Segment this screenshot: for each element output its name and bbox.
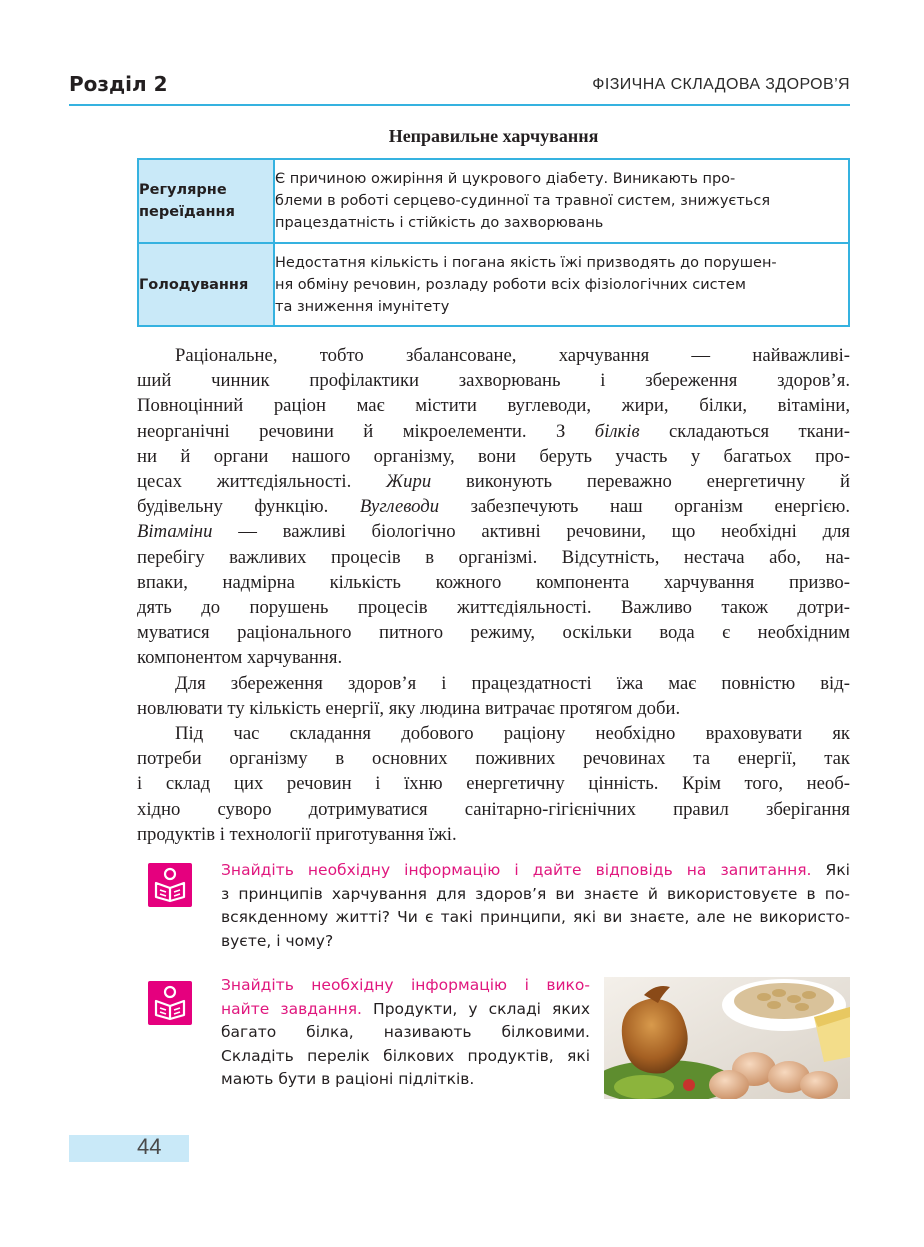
text-line: ший чинник профілактики захворювань і збереження здоров’я. [137, 370, 850, 392]
body-paragraph-2 [137, 671, 850, 721]
text-line: компонентом харчування. [137, 647, 343, 669]
text-run: виконують переважно енергетичну й [431, 470, 851, 492]
text-run: будівельну функцію. [137, 496, 360, 518]
row-name: Регулярне [139, 182, 227, 198]
task-line: з принципів харчування для здоров’я ви знаєте й використовуєте в по- [221, 884, 850, 903]
task-lead: Знайдіть необхідну інформацію і дайте відповідь на запитання. [221, 861, 812, 879]
text-line [137, 494, 850, 519]
row-name-cell [138, 159, 274, 243]
row-name: Голодування [139, 276, 249, 293]
text-line: перебігу важливих процесів в організмі. Відсутність, нестача або, на- [137, 546, 850, 568]
text-line: потреби організму в основних поживних речовинах та енергії, так [137, 748, 850, 770]
text-line: дять до порушень процесів життєдіяльності. Важливо також дотри- [137, 596, 850, 618]
task-1 [221, 859, 850, 953]
task-line: мають бути в раціоні підлітків. [221, 1070, 475, 1088]
page-number-bar [69, 1135, 189, 1162]
text-line: і склад цих речовин і їхню енергетичну цінність. Крім того, необ- [137, 773, 850, 795]
text-line: Для збереження здоров’я і працездатності їжа має повністю від- [175, 673, 850, 694]
task-line [221, 998, 590, 1022]
text-line: новлювати ту кількість енергії, яку людина витрачає протягом доби. [137, 698, 681, 720]
italic-term: Вуглеводи [359, 496, 440, 518]
section-label: Розділ 2 [69, 72, 168, 96]
text-line: продуктів і технології приготування їжі. [137, 823, 457, 845]
text-line [137, 469, 850, 494]
text-line: Під час складання добового раціону необхідно враховувати як [175, 723, 850, 744]
text-line: муватися раціонального питного режиму, оскільки вода є необхідним [137, 622, 850, 644]
task-line: багато білка, називають білковими. [221, 1023, 590, 1041]
task-lead: Знайдіть необхідну інформацію і вико- [221, 976, 590, 994]
text-run: неорганічні речовини й мікроелементи. З [137, 420, 595, 442]
row-desc-line: ня обміну речовин, розладу роботи всіх фізіологічних систем [275, 276, 746, 293]
task-line: всякденному житті? Чи є такі принципи, які ви знаєте, але не використо- [221, 908, 850, 926]
table-caption: Неправильне харчування [388, 126, 599, 146]
running-title: ФІЗИЧНА СКЛАДОВА ЗДОРОВ’Я [592, 76, 850, 93]
header-rule [69, 104, 850, 106]
table-row [138, 243, 849, 326]
text-line: ни й органи нашого організму, вони беруть участь у багатьох про- [137, 445, 850, 467]
row-desc-line: блеми в роботі серцево-судинної та травної систем, знижується [275, 193, 771, 209]
row-desc-line: Є причиною ожиріння й цукрового діабету. Виникають про- [275, 171, 736, 187]
task-2 [221, 974, 590, 1092]
page-number: 44 [137, 1134, 162, 1159]
row-name-cell [138, 243, 274, 326]
italic-term: Жири [386, 470, 432, 492]
italic-term: білків [594, 420, 640, 442]
text-line [137, 419, 850, 444]
text-run: — важливі біологічно активні речовини, що необхідні для [212, 521, 850, 543]
task-line: Складіть перелік білкових продуктів, які [221, 1046, 590, 1065]
text-line [137, 519, 850, 544]
text-run: складаються ткани- [639, 420, 850, 442]
text-line: впаки, надмірна кількість кожного компонента харчування призво- [137, 571, 850, 593]
row-desc-line: працездатність і стійкість до захворювань [275, 215, 604, 231]
text-line: Повноцінний раціон має містити вуглеводи, жири, білки, вітаміни, [137, 395, 850, 417]
text-line: хідно суворо дотримуватися санітарно-гігієнічних правил зберігання [137, 798, 850, 820]
italic-term: Вітаміни [137, 521, 213, 543]
task-line [221, 859, 850, 883]
text-run: цесах життєдіяльності. [137, 470, 387, 492]
body-paragraph-3 [137, 721, 850, 847]
task-text: Продукти, у складі яких [361, 999, 590, 1018]
reading-student-icon [148, 981, 192, 1025]
food-photo [604, 977, 850, 1099]
malnutrition-table [137, 158, 850, 327]
task-text: Які [811, 861, 850, 879]
reading-student-icon [148, 863, 192, 907]
text-run: забезпечують наш організм енергією. [439, 496, 850, 518]
row-desc-line: Недостатня кількість і погана якість їжі призводять до порушен- [275, 254, 777, 271]
table-row [138, 159, 849, 243]
row-name: переїдання [139, 204, 235, 220]
row-desc-line: та зниження імунітету [275, 298, 450, 315]
row-desc-cell [274, 243, 849, 326]
text-line: Раціональне, тобто збалансоване, харчування — найважливі- [175, 345, 850, 366]
body-paragraph-1 [137, 343, 850, 670]
task-lead: найте завдання. [221, 999, 362, 1018]
task-line: вуєте, і чому? [221, 931, 334, 950]
row-desc-cell [274, 159, 849, 243]
